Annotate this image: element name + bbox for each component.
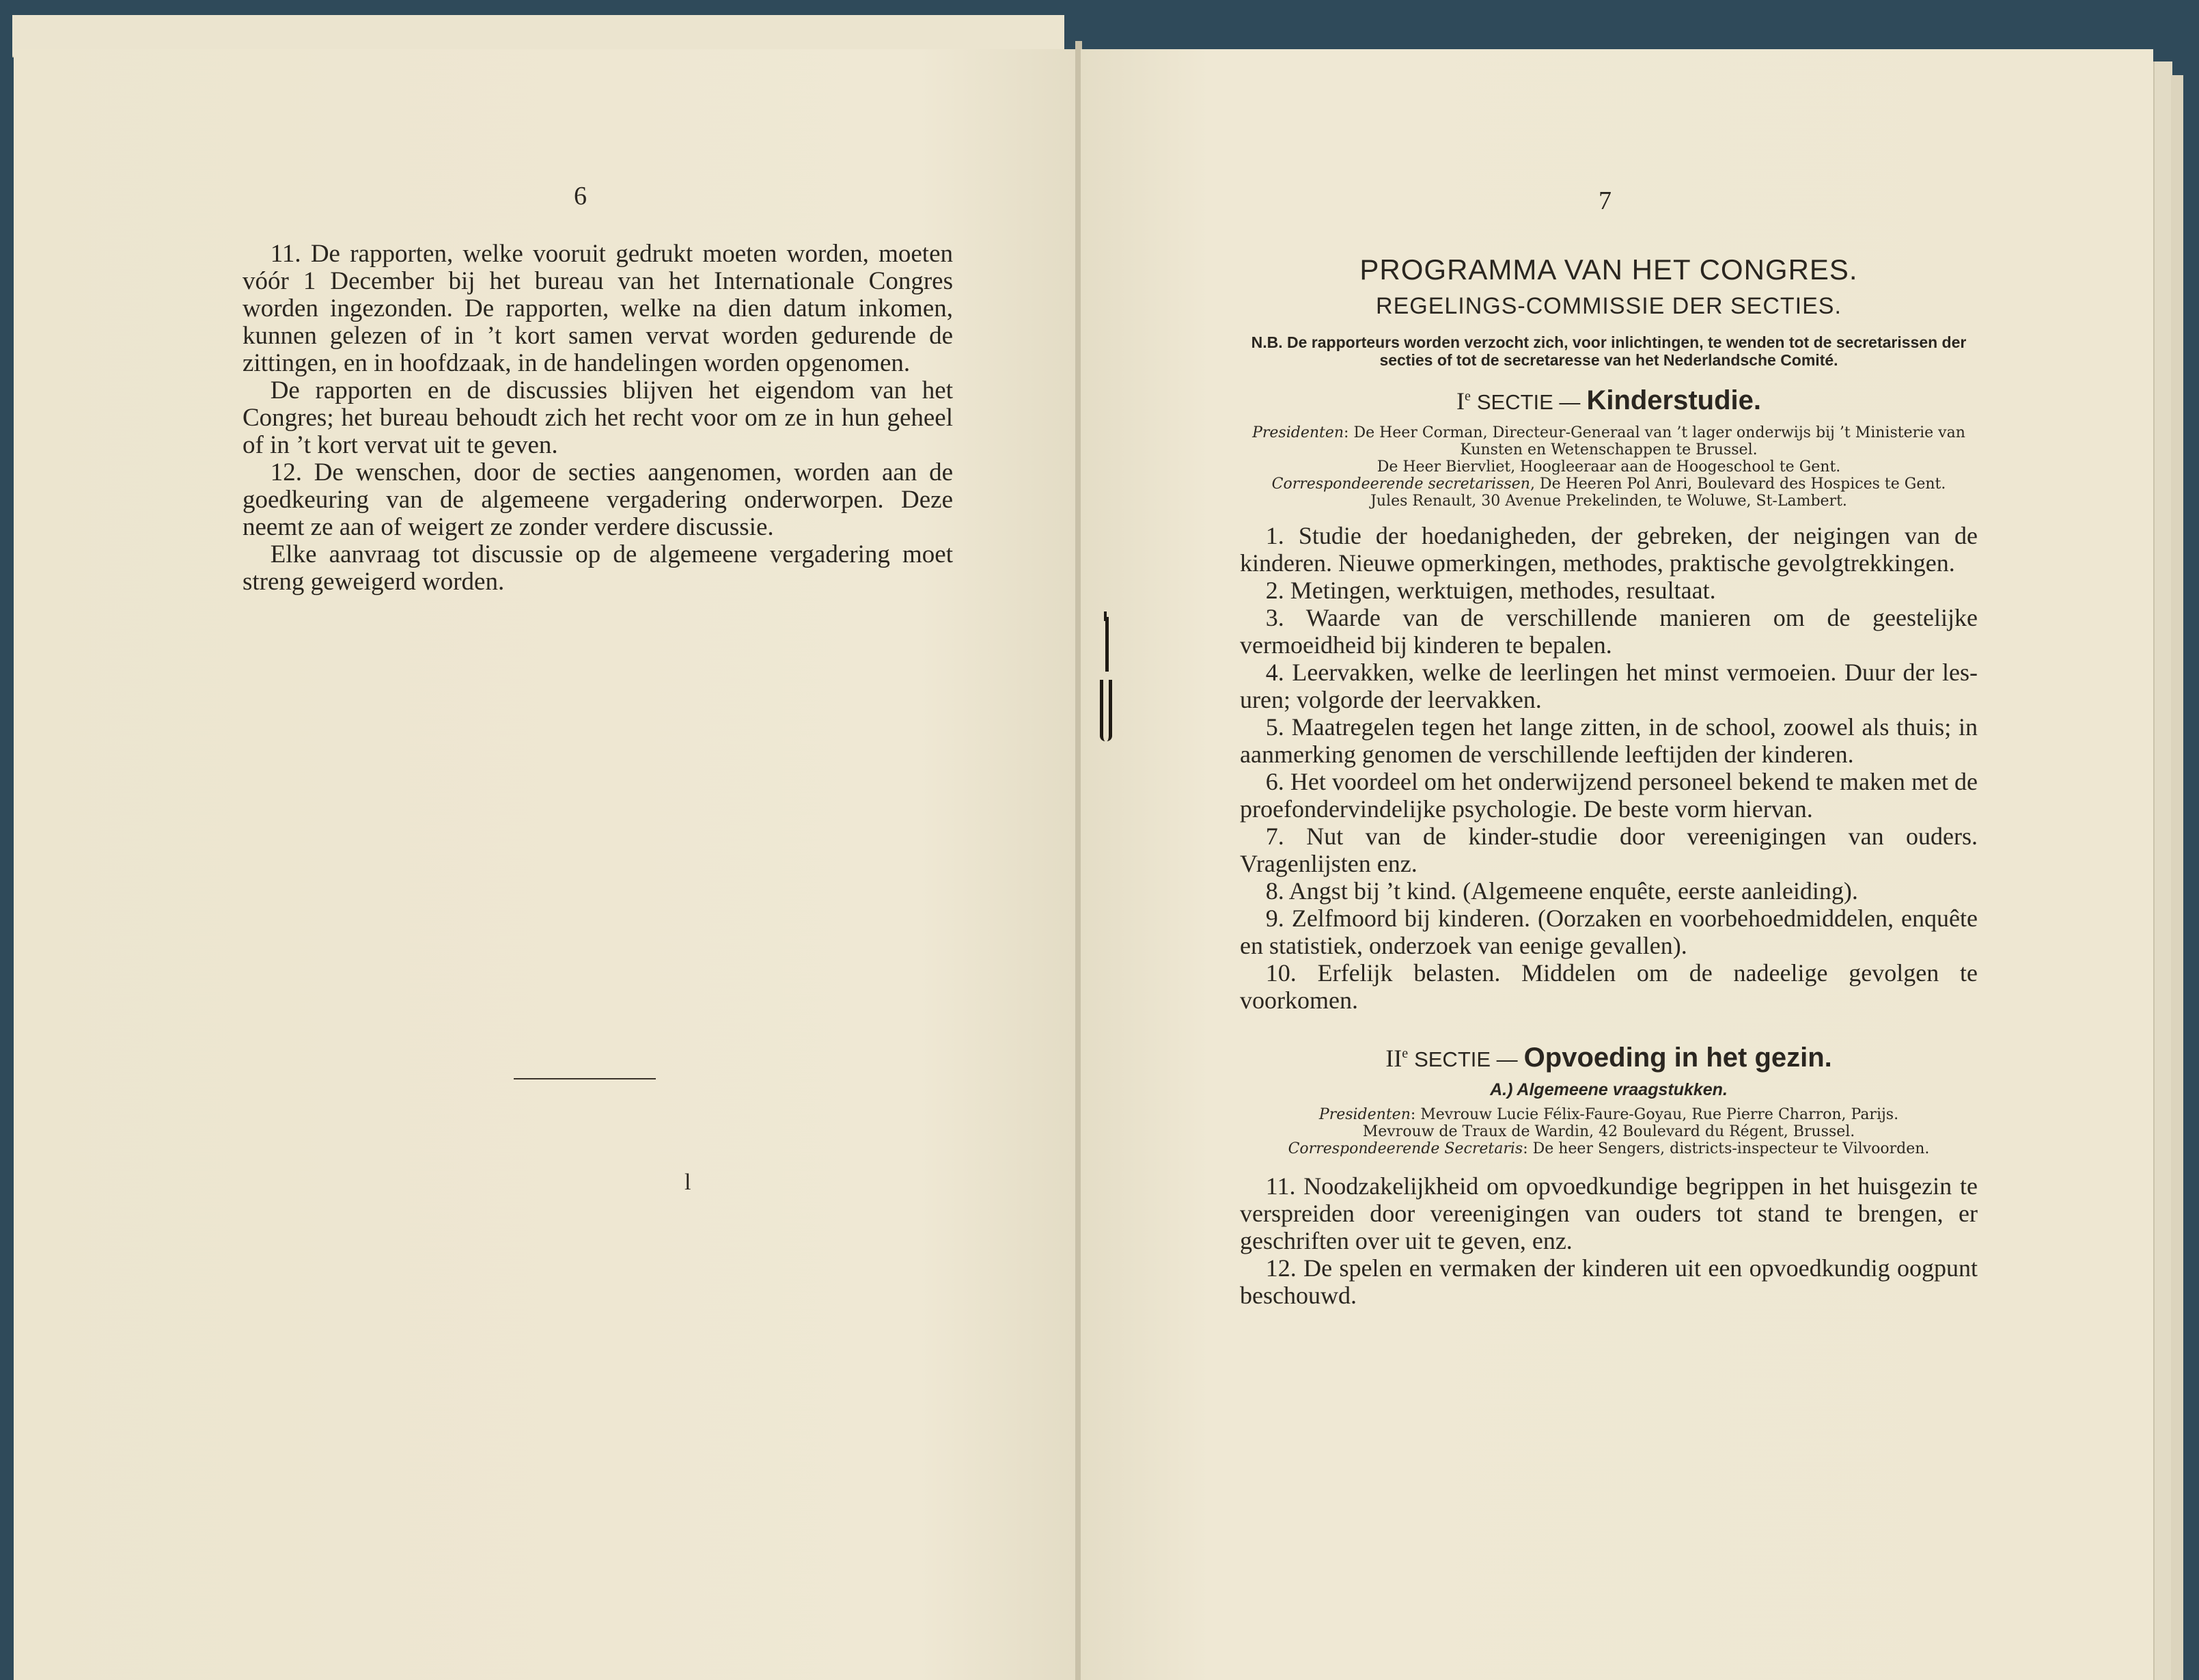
note: N.B. De rapporteurs worden verzocht zich, voor inlichtingen, te wenden tot de secretarissen der secties of tot de secretaresse van het Nederlandsche Comité. (1251, 333, 1967, 369)
page-title: PROGRAMMA VAN HET CONGRES. (1359, 253, 1858, 286)
list-item: 2. Metingen, werktuigen, methodes, resultaat. (1265, 577, 1716, 604)
section-heading-1: Ie SECTIE — Kinderstudie. (1456, 385, 1762, 415)
page-number-right: 7 (1599, 187, 1612, 215)
section2-subheading: A.) Algemeene vraagstukken. (1490, 1080, 1728, 1099)
list-item: 10. Erfelijk belasten. Middelen om de nadeelige gevolgen te voorkomen. (1240, 959, 1978, 1014)
page-subtitle: REGELINGS-COMMISSIE DER SECTIES. (1376, 293, 1842, 319)
divider-rule (514, 1078, 656, 1079)
page-edge (2171, 75, 2183, 1680)
page-mark: l (684, 1170, 691, 1195)
list-item: 3. Waarde van de verschillende manieren om de geestelijke vermoeidheid bij kinderen te bepalen. (1240, 604, 1978, 659)
page-number-left: 6 (574, 182, 587, 210)
paragraph: 11. De rapporten, welke vooruit gedrukt moeten worden, moeten vóór 1 December bij het bureau van het Internationale Congres worden ingezonden. De rapporten, welke na dien datum inkomen, kunnen gelezen of in ’t kort samen vervat worden gedurende de zittingen, en in hoofdzaak, in de handelingen worden opgenomen. (243, 240, 953, 377)
list-item: 8. Angst bij ’t kind. (Algemeene enquête, eerste aanleiding). (1265, 877, 1858, 905)
section1-officers: Presidenten: De Heer Corman, Directeur-Generaal van ’t lager onderwijs bij ’t Ministerie van Kunsten en Wetenschappen te Brussel. De Heer Biervliet, Hoogleeraar aan de Hoogeschool te Gent. Correspondeerende secretarissen, De Heeren Pol Anri, Boulevard des Hospices te Gent. Jules Renault, 30 Avenue Prekelinden, te Woluwe, St-Lambert. (1252, 424, 1965, 510)
paragraph: De rapporten en de discussies blijven het eigendom van het Congres; het bureau behoudt zich het recht voor om ze in hun geheel of in ’t kort vervat uit te geven. (243, 376, 953, 459)
list-item: 12. De spelen en vermaken der kinderen uit een opvoedkundig oogpunt beschouwd. (1240, 1254, 1978, 1309)
list-item: 9. Zelfmoord bij kinderen. (Oorzaken en voorbehoedmiddelen, enquête en statistiek, onderzoek van eenige gevallen). (1240, 905, 1978, 959)
right-page-content (1240, 253, 1978, 1309)
section2-officers: Presidenten: Mevrouw Lucie Félix-Faure-Goyau, Rue Pierre Charron, Parijs. Mevrouw de Traux de Wardin, 42 Boulevard du Régent, Brussel. Correspondeerende Secretaris: De heer Sengers, districts-inspecteur te Vilvoorden. (1288, 1106, 1930, 1157)
spine-marking (1104, 611, 1111, 748)
list-item: 5. Maatregelen tegen het lange zitten, in de school, zoowel als thuis; in aanmerking genomen de verschillende leeftijden der kinderen. (1240, 713, 1978, 768)
page-edge (2153, 61, 2172, 1680)
list-item: 4. Leervakken, welke de leerlingen het minst vermoeien. Duur der les-uren; volgorde der leervakken. (1240, 659, 1978, 713)
paragraph: Elke aanvraag tot discussie op de algemeene vergadering moet streng geweigerd worden. (243, 540, 953, 596)
paragraph: 12. De wenschen, door de secties aangenomen, worden aan de goedkeuring van de algemeene vergadering onderworpen. Deze neemt ze aan of weigert ze zonder verdere discussie. (243, 458, 953, 541)
section2-items (1240, 1172, 1978, 1309)
left-page-text (243, 240, 953, 596)
list-item: 7. Nut van de kinder-studie door vereenigingen van ouders. Vragenlijsten enz. (1240, 823, 1978, 877)
section-heading-2: IIe SECTIE — Opvoeding in het gezin. (1385, 1043, 1832, 1073)
list-item: 6. Het voordeel om het onderwijzend personeel bekend te maken met de proefondervindelijke psychologie. De beste vorm hiervan. (1240, 768, 1978, 823)
section1-items (1240, 522, 1978, 1014)
list-item: 1. Studie der hoedanigheden, der gebreken, der neigingen van de kinderen. Nieuwe opmerkingen, methodes, praktische gevolgtrekkingen. (1240, 522, 1978, 577)
list-item: 11. Noodzakelijkheid om opvoedkundige begrippen in het huisgezin te verspreiden door vereenigingen van ouders tot stand te brengen, er geschriften over uit te geven, enz. (1240, 1172, 1978, 1254)
